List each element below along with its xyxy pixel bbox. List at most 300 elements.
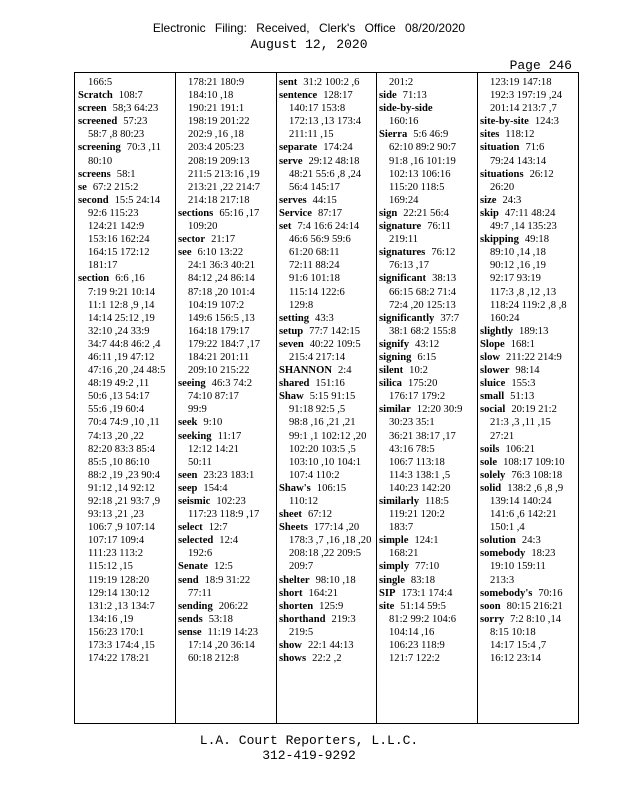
- page-line-refs: 214:18 217:18: [188, 194, 250, 206]
- index-line: [279, 299, 375, 312]
- index-line: [178, 613, 274, 626]
- index-line: [279, 272, 375, 285]
- index-line: [78, 430, 174, 443]
- page-line-refs: 219:5: [289, 626, 314, 638]
- page-line-refs: 160:24: [490, 312, 520, 324]
- index-term: seek: [178, 417, 198, 429]
- index-line: [78, 89, 174, 102]
- index-line: [78, 115, 174, 128]
- page-line-refs: 164:15 172:12: [88, 247, 150, 259]
- index-term: seen: [178, 469, 198, 481]
- page-line-refs: 189:13: [518, 325, 549, 337]
- page-line-refs: 104:19 107:2: [188, 299, 245, 311]
- page-line-refs: 219:3: [331, 613, 356, 625]
- index-term: Slope: [480, 338, 505, 350]
- index-line: [178, 600, 274, 613]
- index-line: [379, 364, 475, 377]
- page-line-refs: 47:16 ,20 ,24 48:5: [88, 365, 166, 377]
- page-line-refs: 12:5: [214, 561, 233, 573]
- page-line-refs: 190:21 191:1: [188, 103, 245, 115]
- page-line-refs: 2:4: [337, 365, 352, 377]
- page-line-refs: 46:11 ,19 47:12: [88, 351, 155, 363]
- index-line: [480, 338, 576, 351]
- page-line-refs: 198:19 201:22: [188, 116, 250, 128]
- page-line-refs: 77:10: [415, 561, 440, 573]
- page-line-refs: 175:20: [407, 378, 438, 390]
- page-line-refs: 14:17 15:4 ,7: [490, 640, 547, 652]
- index-line: [178, 220, 274, 233]
- index-line: [78, 456, 174, 469]
- page-line-refs: 172:13 ,13 173:4: [289, 116, 362, 128]
- index-term: sector: [178, 234, 206, 246]
- index-line: [78, 469, 174, 482]
- index-term: solid: [480, 482, 502, 494]
- page-line-refs: 155:3: [511, 378, 536, 390]
- index-term: shorthand: [279, 613, 326, 625]
- page-line-refs: 21:3 ,3 ,11 ,15: [490, 417, 551, 429]
- page-line-refs: 53:18: [208, 613, 233, 625]
- page-line-refs: 6:6 ,16: [115, 273, 145, 285]
- index-column-4: [379, 76, 475, 720]
- page-line-refs: 211:5 213:16 ,19: [188, 168, 260, 180]
- page-line-refs: 183:7: [389, 522, 414, 534]
- filing-stamp: Electronic Filing: Received, Clerk's Office 08/20/2020: [152, 21, 466, 35]
- page-line-refs: 46:3 74:2: [211, 378, 252, 390]
- index-term: sent: [279, 77, 298, 88]
- page-line-refs: 208:18 ,22 209:5: [289, 548, 362, 560]
- index-line: [78, 652, 174, 665]
- index-line: [480, 456, 576, 469]
- index-line: [480, 207, 576, 220]
- index-line: [480, 364, 576, 377]
- page-line-refs: 23:23 183:1: [203, 469, 255, 481]
- page-line-refs: 71:6: [525, 142, 545, 154]
- index-line: [279, 560, 375, 573]
- index-line: [178, 338, 274, 351]
- index-line: [279, 613, 375, 626]
- page-line-refs: 184:21 201:11: [188, 351, 250, 363]
- index-line: [279, 495, 375, 508]
- index-line: [78, 76, 174, 89]
- page-line-refs: 118:12: [505, 129, 535, 141]
- index-line: [379, 325, 475, 338]
- index-line: [178, 652, 274, 665]
- page-line-refs: 74:10 87:17: [188, 391, 239, 403]
- index-line: [480, 534, 576, 547]
- page-line-refs: 26:12: [529, 168, 554, 180]
- index-line: [279, 194, 375, 207]
- index-term: somebody: [480, 548, 526, 560]
- index-line: [78, 351, 174, 364]
- index-line: [279, 259, 375, 272]
- page-line-refs: 168:21: [389, 548, 419, 560]
- index-line: [178, 102, 274, 115]
- index-term: somebody's: [480, 587, 533, 599]
- index-column-1: [78, 76, 174, 720]
- index-term: shelter: [279, 574, 310, 586]
- index-term: short: [279, 587, 303, 599]
- index-line: [379, 495, 475, 508]
- index-line: [178, 128, 274, 141]
- reporter-phone: 312-419-9292: [262, 748, 356, 763]
- index-line: [78, 286, 174, 299]
- index-line: [480, 115, 576, 128]
- index-term: situation: [480, 142, 520, 154]
- page-line-refs: 184:10 ,18: [188, 90, 234, 102]
- page-line-refs: 173:1 174:4: [401, 587, 453, 599]
- index-line: [178, 560, 274, 573]
- index-term: se: [78, 181, 87, 193]
- page-line-refs: 92:6 115:23: [88, 207, 139, 219]
- index-term: setting: [279, 312, 310, 324]
- index-line: [480, 574, 576, 587]
- index-term: selected: [178, 535, 214, 547]
- index-line: [279, 403, 375, 416]
- index-term: signatures: [379, 247, 426, 259]
- index-term: shows: [279, 653, 307, 665]
- page-line-refs: 70:4 74:9 ,10 ,11: [88, 417, 160, 429]
- index-line: [379, 351, 475, 364]
- index-line: [379, 299, 475, 312]
- page-line-refs: 9:10: [203, 417, 223, 429]
- index-line: [480, 286, 576, 299]
- page-line-refs: 119:19 128:20: [88, 574, 150, 586]
- index-line: [379, 259, 475, 272]
- index-line: [78, 233, 174, 246]
- index-line: [379, 587, 475, 600]
- page-line-refs: 91:8 ,16 101:19: [389, 155, 456, 167]
- index-line: [279, 364, 375, 377]
- index-line: [480, 141, 576, 154]
- index-line: [178, 141, 274, 154]
- index-term: skip: [480, 207, 499, 219]
- index-line: [379, 443, 475, 456]
- index-line: [379, 600, 475, 613]
- page-line-refs: 7:2 8:10 ,14: [510, 613, 562, 625]
- page-line-refs: 118:5: [425, 496, 449, 507]
- index-term: similarly: [379, 496, 420, 507]
- page-line-refs: 26:20: [490, 181, 515, 193]
- index-line: [379, 574, 475, 587]
- page-line-refs: 79:24 143:14: [490, 155, 547, 167]
- page-line-refs: 99:1 ,1 102:12 ,20: [289, 430, 367, 442]
- index-line: [178, 377, 274, 390]
- index-line: [379, 233, 475, 246]
- index-term: SHANNON: [279, 365, 332, 377]
- index-line: [379, 416, 475, 429]
- index-term: site-by-site: [480, 116, 529, 128]
- index-term: seeking: [178, 430, 212, 442]
- index-line: [78, 259, 174, 272]
- column-divider: [276, 73, 277, 723]
- index-line: [279, 155, 375, 168]
- page-line-refs: 173:3 174:4 ,15: [88, 640, 155, 652]
- page-line-refs: 15:5 24:14: [114, 194, 161, 206]
- index-term: sign: [379, 207, 398, 219]
- index-term: sections: [178, 207, 214, 219]
- index-line: [480, 639, 576, 652]
- index-line: [379, 89, 475, 102]
- page-line-refs: 76:12: [431, 247, 456, 259]
- index-line: [178, 534, 274, 547]
- index-line: [279, 233, 375, 246]
- index-line: [279, 626, 375, 639]
- index-line: [279, 338, 375, 351]
- page-line-refs: 192:3 197:19 ,24: [490, 90, 563, 102]
- index-line: [379, 312, 475, 325]
- page-line-refs: 37:7: [440, 312, 460, 324]
- index-line: [78, 181, 174, 194]
- page-line-refs: 114:3 138:1 ,5: [389, 469, 451, 481]
- index-term: select: [178, 522, 203, 534]
- index-line: [480, 403, 576, 416]
- page-line-refs: 106:15: [316, 482, 347, 494]
- index-term: show: [279, 640, 302, 652]
- index-term: serves: [279, 194, 307, 206]
- page-line-refs: 107:4 110:2: [289, 469, 340, 481]
- index-term: seismic: [178, 496, 211, 507]
- index-line: [178, 521, 274, 534]
- index-term: slower: [480, 365, 510, 377]
- page-line-refs: 76:11: [427, 221, 451, 233]
- page-line-refs: 117:23 118:9 ,17: [188, 509, 260, 521]
- page-line-refs: 93:13 ,21 ,23: [88, 509, 144, 521]
- index-line: [178, 155, 274, 168]
- index-line: [480, 181, 576, 194]
- page-line-refs: 124:1: [414, 535, 439, 547]
- index-line: [78, 338, 174, 351]
- index-line: [480, 560, 576, 573]
- page-line-refs: 77:7 142:15: [309, 325, 361, 337]
- page-line-refs: 14:14 25:12 ,19: [88, 312, 155, 324]
- index-line: [480, 508, 576, 521]
- page-line-refs: 149:6 156:5 ,13: [188, 312, 255, 324]
- index-column-2: [178, 76, 274, 720]
- index-line: [78, 547, 174, 560]
- index-line: [480, 430, 576, 443]
- index-term: small: [480, 391, 505, 403]
- index-line: [279, 325, 375, 338]
- page-line-refs: 91:12 ,14 92:12: [88, 482, 155, 494]
- index-line: [379, 286, 475, 299]
- page-line-refs: 51:13: [510, 391, 535, 403]
- page-line-refs: 179:22 184:7 ,17: [188, 338, 261, 350]
- page-line-refs: 177:14 ,20: [313, 522, 360, 534]
- index-line: [279, 377, 375, 390]
- index-line: [379, 626, 475, 639]
- page-line-refs: 123:19 147:18: [490, 77, 552, 88]
- index-line: [78, 377, 174, 390]
- index-line: [78, 403, 174, 416]
- page-line-refs: 34:7 44:8 46:2 ,4: [88, 338, 161, 350]
- index-line: [279, 508, 375, 521]
- index-line: [178, 181, 274, 194]
- index-term: setup: [279, 325, 304, 337]
- index-line: [78, 443, 174, 456]
- index-term: single: [379, 574, 405, 586]
- index-line: [78, 194, 174, 207]
- index-line: [279, 220, 375, 233]
- index-line: [178, 456, 274, 469]
- page-line-refs: 40:22 109:5: [309, 338, 361, 350]
- index-line: [78, 155, 174, 168]
- page-line-refs: 11:19 14:23: [207, 626, 259, 638]
- index-term: Sierra: [379, 129, 408, 141]
- page-line-refs: 58:7 ,8 80:23: [88, 129, 145, 141]
- page-line-refs: 108:7: [118, 90, 143, 102]
- index-term: side: [379, 90, 397, 102]
- page-line-refs: 85:5 ,10 86:10: [88, 456, 150, 468]
- page-line-refs: 22:2 ,2: [312, 653, 342, 665]
- page-line-refs: 71:13: [402, 90, 427, 102]
- index-line: [279, 521, 375, 534]
- index-line: [379, 430, 475, 443]
- page-line-refs: 118:24 119:2 ,8 ,8: [490, 299, 567, 311]
- index-term: slow: [480, 351, 501, 363]
- index-line: [379, 508, 475, 521]
- index-column-3: [279, 76, 375, 720]
- page-line-refs: 215:4 217:14: [289, 351, 346, 363]
- index-term: separate: [279, 142, 318, 154]
- index-term: section: [78, 273, 110, 285]
- page-line-refs: 38:13: [432, 273, 457, 285]
- page-line-refs: 17:14 ,20 36:14: [188, 640, 255, 652]
- page-line-refs: 92:17 93:19: [490, 273, 541, 285]
- index-term: set: [279, 221, 292, 233]
- page-line-refs: 131:2 ,13 134:7: [88, 600, 155, 612]
- index-line: [480, 76, 576, 89]
- index-line: [78, 128, 174, 141]
- hearing-date: August 12, 2020: [250, 37, 368, 52]
- index-line: [379, 390, 475, 403]
- index-term: screening: [78, 142, 121, 154]
- index-line: [78, 299, 174, 312]
- index-term: sending: [178, 600, 213, 612]
- index-term: solution: [480, 535, 516, 547]
- index-term: SIP: [379, 587, 396, 599]
- page-line-refs: 5:15 91:15: [309, 391, 356, 403]
- page-line-refs: 201:2: [389, 77, 414, 88]
- page-line-refs: 109:20: [188, 221, 218, 233]
- page-line-refs: 18:9 31:22: [204, 574, 251, 586]
- index-line: [279, 312, 375, 325]
- index-term: screened: [78, 116, 118, 128]
- index-term: signify: [379, 338, 410, 350]
- column-divider: [376, 73, 377, 723]
- page-line-refs: 43:3: [315, 312, 334, 324]
- page-line-refs: 58:1: [116, 168, 136, 180]
- index-line: [379, 613, 475, 626]
- index-line: [480, 168, 576, 181]
- page-line-refs: 20:19 21:2: [511, 404, 557, 416]
- index-line: [480, 272, 576, 285]
- page-line-refs: 209:10 215:22: [188, 365, 250, 377]
- index-line: [480, 547, 576, 560]
- index-line: [178, 639, 274, 652]
- index-line: [78, 220, 174, 233]
- index-term: sole: [480, 456, 498, 468]
- index-line: [379, 560, 475, 573]
- page-line-refs: 30:23 35:1: [389, 417, 435, 429]
- index-term: signing: [379, 351, 412, 363]
- index-line: [279, 547, 375, 560]
- index-line: [379, 639, 475, 652]
- page-line-refs: 106:23 118:9: [389, 640, 445, 652]
- index-term: situations: [480, 168, 524, 180]
- index-line: [279, 76, 375, 89]
- page-line-refs: 164:21: [308, 587, 338, 599]
- index-line: [379, 652, 475, 665]
- page-line-refs: 125:9: [319, 600, 344, 612]
- page-line-refs: 24:1 36:3 40:21: [188, 260, 256, 272]
- index-line: [279, 115, 375, 128]
- page-line-refs: 129:14 130:12: [88, 587, 150, 599]
- page-line-refs: 49:7 ,14 135:23: [490, 221, 557, 233]
- page-line-refs: 56:4 145:17: [289, 181, 340, 193]
- page-line-refs: 99:9: [188, 404, 207, 416]
- index-line: [78, 482, 174, 495]
- page-line-refs: 11:1 12:8 ,9 ,14: [88, 299, 155, 311]
- page-number: Page 246: [509, 58, 572, 73]
- index-term: screen: [78, 103, 107, 115]
- index-term: signature: [379, 221, 422, 233]
- index-line: [480, 443, 576, 456]
- index-line: [178, 259, 274, 272]
- index-line: [178, 495, 274, 508]
- page-line-refs: 81:2 99:2 104:6: [389, 613, 457, 625]
- index-line: [279, 89, 375, 102]
- index-term: send: [178, 574, 199, 586]
- index-line: [78, 207, 174, 220]
- index-line: [178, 76, 274, 89]
- index-line: [480, 312, 576, 325]
- index-line: [78, 325, 174, 338]
- page-line-refs: 22:1 44:13: [307, 640, 354, 652]
- page-line-refs: 18:23: [531, 548, 556, 560]
- page-line-refs: 219:11: [389, 234, 419, 246]
- index-term: simple: [379, 535, 409, 547]
- index-line: [78, 102, 174, 115]
- index-line: [178, 325, 274, 338]
- page-line-refs: 178:21 180:9: [188, 77, 245, 88]
- page-line-refs: 8:15 10:18: [490, 626, 536, 638]
- page-line-refs: 202:9 ,16 ,18: [188, 129, 244, 141]
- index-line: [379, 456, 475, 469]
- index-term: sites: [480, 129, 500, 141]
- page-line-refs: 49:18: [524, 234, 550, 246]
- page-line-refs: 72:4 ,20 125:13: [389, 299, 456, 311]
- page-line-refs: 208:19 209:13: [188, 155, 250, 167]
- page-line-refs: 90:12 ,16 ,19: [490, 260, 546, 272]
- index-line: [379, 272, 475, 285]
- page-line-refs: 7:19 9:21 10:14: [88, 286, 156, 298]
- index-line: [178, 364, 274, 377]
- index-line: [480, 600, 576, 613]
- index-line: [480, 89, 576, 102]
- index-line: [178, 430, 274, 443]
- index-line: [279, 443, 375, 456]
- index-term: Scratch: [78, 90, 113, 102]
- index-line: [178, 482, 274, 495]
- page-line-refs: 140:17 153:8: [289, 103, 346, 115]
- page-line-refs: 91:6 101:18: [289, 273, 340, 285]
- page-line-refs: 74:13 ,20 ,22: [88, 430, 144, 442]
- index-line: [78, 508, 174, 521]
- page-line-refs: 104:14 ,16: [389, 626, 435, 638]
- page-line-refs: 24:3: [521, 535, 541, 547]
- index-term: Sheets: [279, 522, 308, 534]
- page-line-refs: 6:15: [417, 351, 437, 363]
